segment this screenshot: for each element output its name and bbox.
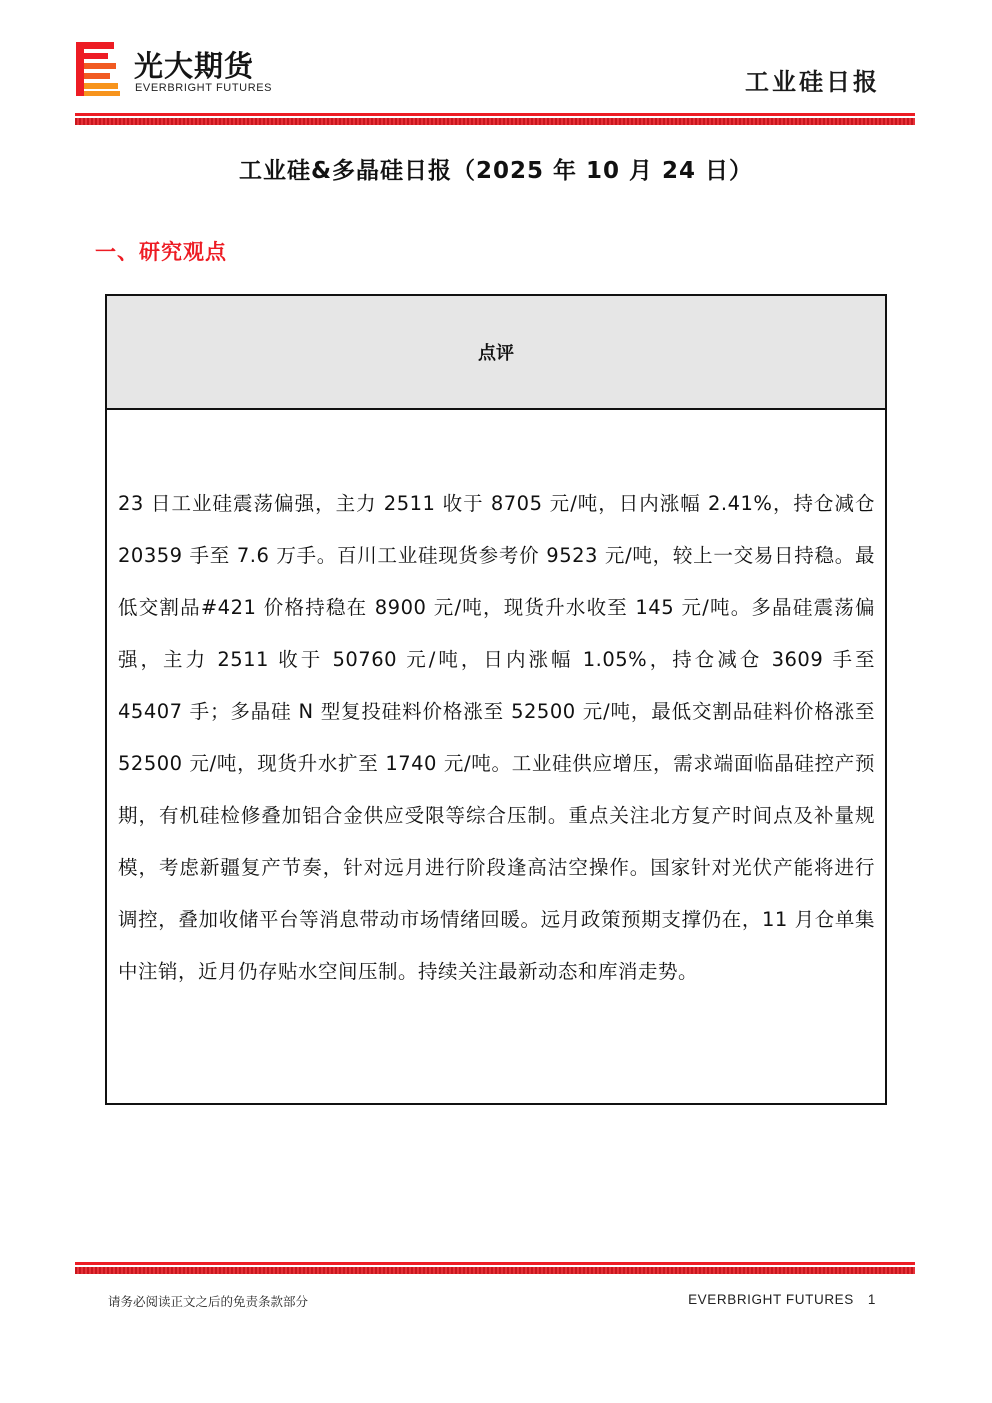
review-table-header: 点评: [107, 296, 885, 410]
footer-brand-page: [688, 1292, 876, 1307]
footer-brand: EVERBRIGHT FUTURES: [688, 1292, 854, 1307]
company-logo: [76, 42, 286, 100]
logo-chinese-name: 光大期货: [134, 49, 255, 83]
header-divider: [75, 113, 915, 125]
document-title: 工业硅&多晶硅日报（2025 年 10 月 24 日）: [238, 158, 754, 184]
page-number: 1: [867, 1292, 876, 1307]
everbright-logo-icon: [76, 42, 120, 96]
footer-disclaimer: 请务必阅读正文之后的免责条款部分: [108, 1294, 309, 1309]
review-table: [105, 294, 887, 1105]
review-table-body: 23 日工业硅震荡偏强，主力 2511 收于 8705 元/吨，日内涨幅 2.41%，持仓减仓 20359 手至 7.6 万手。百川工业硅现货参考价 9523 元/吨，较上一交易日持稳。最低交割品#421 价格持稳在 8900 元/吨，现货升水收至 145 元/吨。多晶硅震荡偏强，主力 2511 收于 50760 元/吨，日内涨幅 1.05%，持仓减仓 3609 手至 45407 手；多晶硅 N 型复投硅料价格涨至 52500 元/吨，最低交割品硅料价格涨至 52500 元/吨，现货升水扩至 1740 元/吨。工业硅供应增压，需求端面临晶硅控产预期，有机硅检修叠加铝合金供应受限等综合压制。重点关注北方复产时间点及补量规模，考虑新疆复产节奏，针对远月进行阶段逢高沽空操作。国家针对光伏产能将进行调控，叠加收储平台等消息带动市场情绪回暖。远月政策预期支撑仍在，11 月仓单集中注销，近月仍存贴水空间压制。持续关注最新动态和库消走势。: [118, 492, 875, 983]
logo-english-name: EVERBRIGHT FUTURES: [135, 82, 273, 94]
footer-divider: [75, 1262, 915, 1274]
section-heading: 一、研究观点: [95, 240, 227, 264]
report-type-title: 工业硅日报: [745, 68, 880, 96]
